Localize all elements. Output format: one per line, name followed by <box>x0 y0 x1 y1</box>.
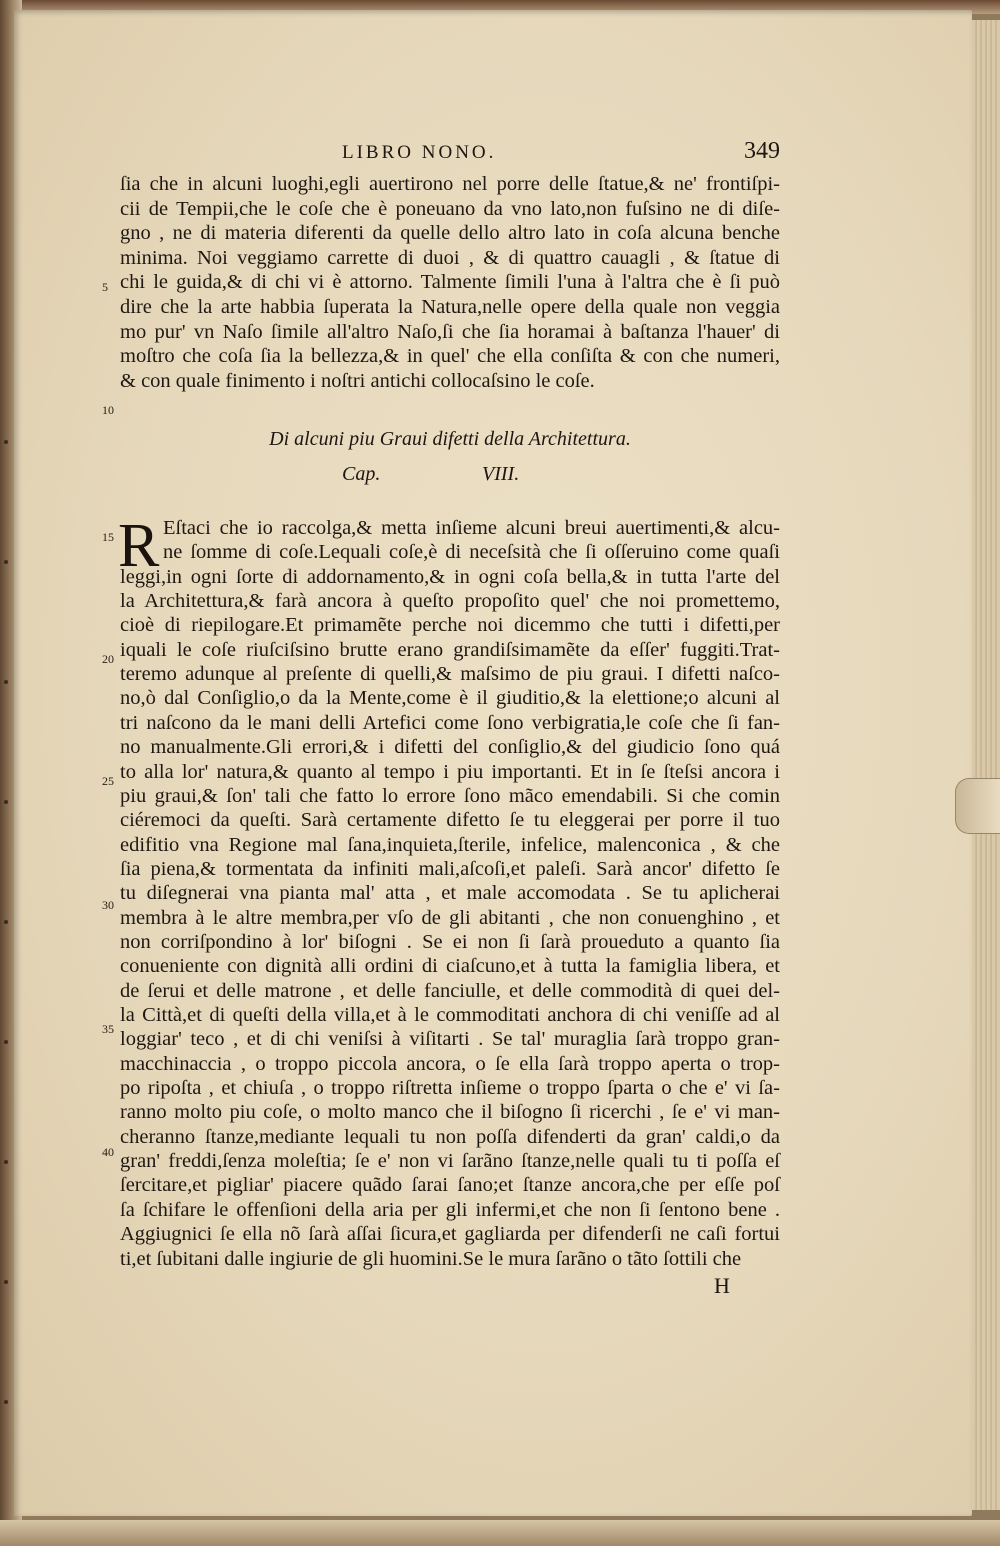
text-line: gno , ne di materia diferenti da quelle dello altro lato in coſa alcuna benche <box>120 222 780 245</box>
text-line: moſtro che coſa ſia la bellezza,& in quel' che ella conſiſta & con che numeri, <box>120 345 780 368</box>
text-line: gran' freddi,ſenza moleſtia; ſe e' non vi ſarãno ſtanze,nelle quali tu ti poſſa eſ <box>120 1150 780 1173</box>
book-bottom-edge <box>0 1520 1000 1546</box>
text-line: macchinaccia , o troppo piccola ancora, o ſe ella ſarà troppo aperta o trop- <box>120 1052 780 1075</box>
line-number: 15 <box>102 530 114 544</box>
text-line: la Città,et di queſti della villa,et à le commoditati anchora di chi veniſſe ad al <box>120 1004 780 1026</box>
text-line: ſercitare,et pigliar' piacere quãdo ſarai ſano;et ſtanze ancora,che per eſſe poſ <box>120 1174 780 1197</box>
text-line: ne ſomme di coſe.Lequali coſe,è di neceſsità che ſi oſſeruino come quaſi <box>163 541 780 564</box>
text-line: tri naſcono da le mani delli Artefici come ſono verbigratia,le coſe che ſi fan- <box>120 711 780 734</box>
text-line: leggi,in ogni ſorte di addornamento,& in ogni coſa bella,& in tutta l'arte del <box>120 565 780 588</box>
text-line: edifitio vna Regione mal ſana,inquieta,ſterile, infelice, malenconica , & che <box>120 833 780 856</box>
line-number: 10 <box>102 403 114 417</box>
text-line: cioè di riepilogare.Et primamẽte perche noi dicemmo che tutti i difetti,per <box>120 614 780 637</box>
text-line: no,ò dal Conſiglio,o da la Mente,come è il giuditio,& la elettione;o alcuni al <box>120 687 780 710</box>
text-line: iquali le coſe riuſciſsino brutte erano grandiſsimamẽte da eſſer' fuggiti.Trat- <box>120 638 780 661</box>
line-number: 40 <box>102 1145 114 1159</box>
page-number: 349 <box>744 138 780 164</box>
chapter-title: Di alcuni piu Graui difetti della Architettura. <box>269 428 631 450</box>
text-line: mo pur' vn Naſo ſimile all'altro Naſo,ſi che ſia horamai à baſtanza l'hauer' di <box>120 320 780 343</box>
text-line: dire che la arte habbia ſuperata la Natura,nelle opere della quale non veggia <box>120 296 780 318</box>
text-line: minima. Noi veggiamo carrette di duoi , & di quattro cauagli , & ſtatue di <box>120 246 780 269</box>
text-line: conueniente con dignità alli ordini di ciaſcuno,et à tutta la famiglia libera, et <box>120 955 780 978</box>
text-line: chi le guida,& di chi vi è attorno. Talmente ſimili l'una à l'altra che è ſi può <box>120 271 780 294</box>
text-line: Aggiugnici ſe ella nõ ſarà aſſai ſicura,et gagliarda per difenderſi ne caſi fortui <box>120 1223 780 1246</box>
chapter-number: VIII. <box>482 463 520 485</box>
line-number: 5 <box>102 280 108 294</box>
text-line: membra à le altre membra,per vſo de gli abitanti , che non conuenghino , et <box>120 906 780 929</box>
text-line: la Architettura,& farà ancora à queſto propoſito quel' che noi promettemo, <box>120 590 780 613</box>
text-line: no manualmente.Gli errori,& i difetti del conſiglio,& del giudicio ſono quá <box>120 736 780 759</box>
line-number: 35 <box>102 1022 114 1036</box>
chapter-cap-label: Cap. <box>342 463 381 485</box>
text-line: ranno molto piu coſe, o molto manco che il biſogno ſi ricerchi , ſe e' vi man- <box>120 1101 780 1124</box>
text-line: de ſerui et delle matrone , et delle fanciulle, et delle commodità di quei del- <box>120 979 780 1002</box>
signature-mark: H <box>714 1273 730 1298</box>
text-line: ſa ſchifare le offenſioni della aria per gli infermi,et che non ſi ſentono bene . <box>120 1198 780 1221</box>
line-number: 30 <box>102 898 114 912</box>
bookmark-tab <box>955 778 1000 834</box>
text-line: loggiar' teco , et di chi veniſsi à viſitarti . Se tal' muraglia ſarà troppo gran- <box>120 1028 780 1051</box>
line-number: 20 <box>102 652 114 666</box>
text-line: teremo adunque al preſente di quelli,& maſsimo de piu graui. I difetti naſco- <box>120 663 780 686</box>
text-line: & con quale finimento i noſtri antichi collocaſsino le coſe. <box>120 369 595 392</box>
text-line: piu graui,& ſon' tali che fatto lo errore ſono mãco emendabili. Si che comin <box>120 784 780 807</box>
text-line: ciéremoci da queſti. Sarà certamente difetto ſe tu eleggerai per porre il tuo <box>120 809 780 832</box>
text-line: Eſtaci che io raccolga,& metta inſieme alcuni breui auertimenti,& alcu- <box>163 517 780 539</box>
text-line: to alla lor' natura,& quanto al tempo i piu importanti. Et in ſe ſteſsi ancora i <box>120 760 780 783</box>
text-line: ſia piena,& tormentata da infiniti mali,aſcoſi,et paleſi. Sarà ancor' difetto ſe <box>120 857 780 880</box>
text-line: tu diſegnerai vna pianta mal' atta , et male accomodata . Se tu aplicherai <box>120 882 780 905</box>
text-line: po ripoſta , et chiuſa , o troppo riſtretta inſieme o troppo ſparta o che e' vi ſa- <box>120 1077 780 1100</box>
text-line: ſia che in alcuni luoghi,egli auertirono nel porre delle ſtatue,& ne' frontiſpi- <box>120 173 780 195</box>
line-number: 25 <box>102 774 114 788</box>
text-line: ti,et ſubitani dalle ingiurie de gli huomini.Se le mura ſarãno o tãto ſottili che <box>120 1247 742 1270</box>
running-head: LIBRO NONO. <box>342 142 497 163</box>
page-header <box>120 138 780 168</box>
text-line: cheranno ſtanze,mediante lequali tu non poſſa difenderti da gran' caldi,o da <box>120 1125 780 1148</box>
drop-cap-initial: R <box>118 512 160 580</box>
text-line: cii de Tempii,che le coſe che è poneuano da vno lato,non fuſsino ne di diſe- <box>120 197 780 220</box>
text-line: non corriſpondino à lor' biſogni . Se ei non ſi ſarà proueduto a quanto ſia <box>120 930 780 953</box>
